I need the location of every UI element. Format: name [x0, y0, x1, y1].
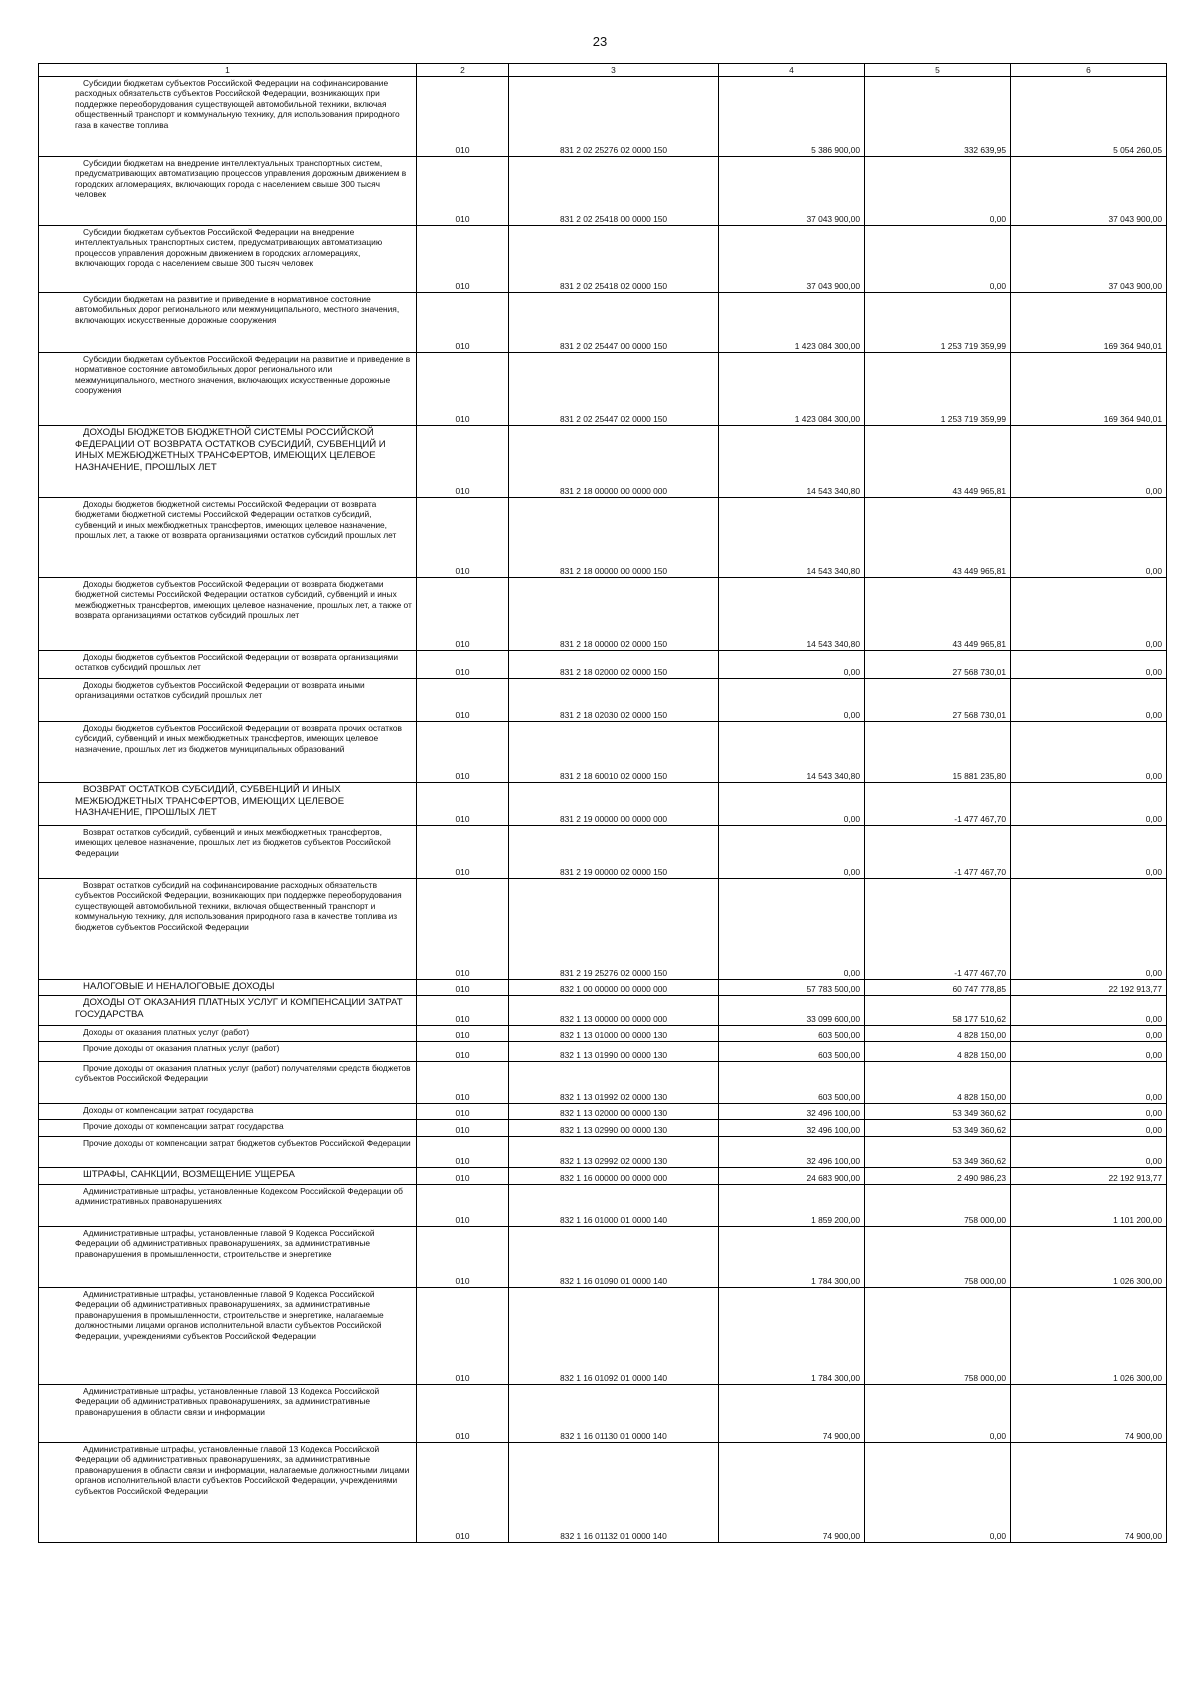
- column-header-3: 3: [509, 64, 719, 77]
- row-kbk-cell: 832 1 13 02990 00 0000 130: [509, 1120, 719, 1137]
- row-kbk-cell: 831 2 02 25276 02 0000 150: [509, 77, 719, 157]
- row-plan-cell: 37 043 900,00: [719, 226, 865, 293]
- row-name-cell: [39, 498, 417, 578]
- row-code-cell: 010: [417, 879, 509, 980]
- budget-table: [38, 63, 1167, 1543]
- row-name-cell: [39, 1168, 417, 1185]
- row-code-cell: 010: [417, 578, 509, 651]
- row-rest-cell: 0,00: [1011, 679, 1167, 722]
- row-name-cell: [39, 783, 417, 826]
- table-row: [39, 1168, 1167, 1185]
- row-name-cell: [39, 353, 417, 426]
- row-plan-cell: 603 500,00: [719, 1042, 865, 1062]
- row-name-text: Доходы бюджетов субъектов Российской Федерации от возврата бюджетами бюджетной системы Российской Федерации остатков субсидий, субвенций и иных межбюджетных трансфертов, имеющих целевое назначение, прошлых лет, а также от возврата организациями остатков субсидий прошлых лет: [75, 579, 412, 621]
- row-rest-cell: 0,00: [1011, 1137, 1167, 1168]
- row-rest-cell: 0,00: [1011, 722, 1167, 783]
- row-name-cell: [39, 426, 417, 498]
- row-name-text: Административные штрафы, установленные Кодексом Российской Федерации об административных правонарушениях: [75, 1186, 403, 1207]
- row-name-cell: [39, 722, 417, 783]
- row-rest-cell: 37 043 900,00: [1011, 157, 1167, 226]
- row-name-text: ДОХОДЫ ОТ ОКАЗАНИЯ ПЛАТНЫХ УСЛУГ И КОМПЕНСАЦИИ ЗАТРАТ ГОСУДАРСТВА: [75, 997, 403, 1020]
- column-header-5: 5: [865, 64, 1011, 77]
- row-rest-cell: 0,00: [1011, 783, 1167, 826]
- row-name-cell: [39, 1062, 417, 1104]
- row-fact-cell: 15 881 235,80: [865, 722, 1011, 783]
- row-name-cell: [39, 1227, 417, 1288]
- row-name-cell: [39, 651, 417, 679]
- row-code-cell: 010: [417, 679, 509, 722]
- row-name-text: Доходы от оказания платных услуг (работ): [83, 1027, 250, 1037]
- row-rest-cell: 169 364 940,01: [1011, 353, 1167, 426]
- row-plan-cell: 5 386 900,00: [719, 77, 865, 157]
- row-plan-cell: 1 423 084 300,00: [719, 293, 865, 353]
- row-code-cell: 010: [417, 1062, 509, 1104]
- row-name-text: Субсидии бюджетам на внедрение интеллектуальных транспортных систем, предусматривающих автоматизацию процессов управления дорожным движением в городских агломерациях, включающих города с населением свыше 300 тысяч человек: [75, 158, 407, 200]
- row-name-text: Субсидии бюджетам субъектов Российской Федерации на развитие и приведение в нормативное состояние автомобильных дорог регионального или межмуниципального, местного значения, включающих искусственные дорожные сооружения: [75, 354, 411, 396]
- row-code-cell: 010: [417, 1168, 509, 1185]
- row-name-cell: [39, 77, 417, 157]
- row-name-cell: [39, 879, 417, 980]
- row-code-cell: 010: [417, 1288, 509, 1385]
- row-rest-cell: 0,00: [1011, 1042, 1167, 1062]
- table-row: [39, 293, 1167, 353]
- row-code-cell: 010: [417, 77, 509, 157]
- row-kbk-cell: 831 2 18 02000 02 0000 150: [509, 651, 719, 679]
- row-code-cell: 010: [417, 293, 509, 353]
- row-kbk-cell: 832 1 16 00000 00 0000 000: [509, 1168, 719, 1185]
- row-rest-cell: 0,00: [1011, 996, 1167, 1026]
- row-name-text: Доходы бюджетов бюджетной системы Российской Федерации от возврата бюджетами бюджетной системы Российской Федерации остатков субсидий, субвенций и иных межбюджетных трансфертов, имеющих целевое назначение, прошлых лет, а также от возврата организациями остатков субсидий прошлых лет: [75, 499, 397, 541]
- row-fact-cell: 1 253 719 359,99: [865, 353, 1011, 426]
- table-row: [39, 1227, 1167, 1288]
- row-fact-cell: 53 349 360,62: [865, 1104, 1011, 1120]
- row-code-cell: 010: [417, 1137, 509, 1168]
- row-name-text: Прочие доходы от компенсации затрат государства: [83, 1121, 284, 1131]
- row-code-cell: 010: [417, 1227, 509, 1288]
- row-name-cell: [39, 293, 417, 353]
- row-fact-cell: 332 639,95: [865, 77, 1011, 157]
- row-rest-cell: 1 026 300,00: [1011, 1288, 1167, 1385]
- row-rest-cell: 0,00: [1011, 1062, 1167, 1104]
- column-header-4: 4: [719, 64, 865, 77]
- table-row: [39, 1185, 1167, 1227]
- table-row: [39, 826, 1167, 879]
- row-fact-cell: 0,00: [865, 1443, 1011, 1543]
- row-plan-cell: 1 784 300,00: [719, 1288, 865, 1385]
- row-kbk-cell: 831 2 18 60010 02 0000 150: [509, 722, 719, 783]
- row-fact-cell: 2 490 986,23: [865, 1168, 1011, 1185]
- row-name-text: ДОХОДЫ БЮДЖЕТОВ БЮДЖЕТНОЙ СИСТЕМЫ РОССИЙСКОЙ ФЕДЕРАЦИИ ОТ ВОЗВРАТА ОСТАТКОВ СУБСИДИЙ, СУБВЕНЦИЙ И ИНЫХ МЕЖБЮДЖЕТНЫХ ТРАНСФЕРТОВ, ИМЕЮЩИХ ЦЕЛЕВОЕ НАЗНАЧЕНИЕ, ПРОШЛЫХ ЛЕТ: [75, 427, 386, 473]
- row-kbk-cell: 831 2 02 25447 02 0000 150: [509, 353, 719, 426]
- table-row: [39, 980, 1167, 996]
- row-code-cell: 010: [417, 783, 509, 826]
- row-code-cell: 010: [417, 980, 509, 996]
- row-plan-cell: 32 496 100,00: [719, 1104, 865, 1120]
- row-kbk-cell: 831 2 18 00000 00 0000 150: [509, 498, 719, 578]
- column-header-6: 6: [1011, 64, 1167, 77]
- row-fact-cell: 43 449 965,81: [865, 426, 1011, 498]
- row-plan-cell: 14 543 340,80: [719, 722, 865, 783]
- table-row: [39, 1062, 1167, 1104]
- row-code-cell: 010: [417, 157, 509, 226]
- row-name-text: Прочие доходы от компенсации затрат бюджетов субъектов Российской Федерации: [83, 1138, 411, 1148]
- table-row: [39, 651, 1167, 679]
- row-fact-cell: 43 449 965,81: [865, 578, 1011, 651]
- table-row: [39, 498, 1167, 578]
- row-plan-cell: 14 543 340,80: [719, 498, 865, 578]
- column-header-1: 1: [39, 64, 417, 77]
- row-kbk-cell: 832 1 13 02992 02 0000 130: [509, 1137, 719, 1168]
- table-row: [39, 783, 1167, 826]
- row-kbk-cell: 831 2 02 25447 00 0000 150: [509, 293, 719, 353]
- row-name-text: Доходы бюджетов субъектов Российской Федерации от возврата иными организациями остатков субсидий прошлых лет: [75, 680, 365, 701]
- row-code-cell: 010: [417, 426, 509, 498]
- row-rest-cell: 74 900,00: [1011, 1443, 1167, 1543]
- row-code-cell: 010: [417, 1385, 509, 1443]
- table-row: [39, 226, 1167, 293]
- row-fact-cell: -1 477 467,70: [865, 879, 1011, 980]
- row-rest-cell: 22 192 913,77: [1011, 980, 1167, 996]
- table-row: [39, 1288, 1167, 1385]
- row-plan-cell: 32 496 100,00: [719, 1120, 865, 1137]
- row-code-cell: 010: [417, 1185, 509, 1227]
- row-name-text: Субсидии бюджетам субъектов Российской Федерации на софинансирование расходных обязательств субъектов Российской Федерации, возникающих при поддержке переоборудования существующей автомобильной техники, включая общественный транспорт и коммунальную технику, для использования природного газа в качестве топлива: [75, 78, 400, 130]
- row-fact-cell: 758 000,00: [865, 1288, 1011, 1385]
- row-code-cell: 010: [417, 1443, 509, 1543]
- table-row: [39, 426, 1167, 498]
- row-fact-cell: 27 568 730,01: [865, 651, 1011, 679]
- row-kbk-cell: 831 2 02 25418 02 0000 150: [509, 226, 719, 293]
- row-fact-cell: 0,00: [865, 226, 1011, 293]
- row-rest-cell: 0,00: [1011, 1026, 1167, 1042]
- row-plan-cell: 14 543 340,80: [719, 426, 865, 498]
- table-row: [39, 157, 1167, 226]
- row-code-cell: 010: [417, 996, 509, 1026]
- row-name-text: ШТРАФЫ, САНКЦИИ, ВОЗМЕЩЕНИЕ УЩЕРБА: [83, 1169, 295, 1180]
- table-row: [39, 1026, 1167, 1042]
- row-kbk-cell: 832 1 16 01090 01 0000 140: [509, 1227, 719, 1288]
- row-name-text: НАЛОГОВЫЕ И НЕНАЛОГОВЫЕ ДОХОДЫ: [83, 981, 275, 992]
- row-rest-cell: 22 192 913,77: [1011, 1168, 1167, 1185]
- row-fact-cell: 4 828 150,00: [865, 1026, 1011, 1042]
- row-plan-cell: 0,00: [719, 679, 865, 722]
- table-row: [39, 1042, 1167, 1062]
- row-code-cell: 010: [417, 1120, 509, 1137]
- table-row: [39, 578, 1167, 651]
- row-fact-cell: 58 177 510,62: [865, 996, 1011, 1026]
- table-row: [39, 1385, 1167, 1443]
- row-name-cell: [39, 578, 417, 651]
- row-plan-cell: 0,00: [719, 879, 865, 980]
- row-name-text: Доходы бюджетов субъектов Российской Федерации от возврата организациями остатков субсидий прошлых лет: [75, 652, 399, 673]
- row-kbk-cell: 831 2 02 25418 00 0000 150: [509, 157, 719, 226]
- row-name-cell: [39, 1120, 417, 1137]
- row-rest-cell: 0,00: [1011, 1104, 1167, 1120]
- table-row: [39, 77, 1167, 157]
- row-fact-cell: 0,00: [865, 1385, 1011, 1443]
- row-code-cell: 010: [417, 353, 509, 426]
- row-rest-cell: 1 101 200,00: [1011, 1185, 1167, 1227]
- table-row: [39, 1120, 1167, 1137]
- row-name-cell: [39, 1026, 417, 1042]
- row-rest-cell: 169 364 940,01: [1011, 293, 1167, 353]
- row-kbk-cell: 831 2 18 02030 02 0000 150: [509, 679, 719, 722]
- row-code-cell: 010: [417, 1104, 509, 1120]
- row-kbk-cell: 831 2 19 00000 00 0000 000: [509, 783, 719, 826]
- row-fact-cell: 758 000,00: [865, 1185, 1011, 1227]
- row-plan-cell: 0,00: [719, 651, 865, 679]
- row-fact-cell: 4 828 150,00: [865, 1062, 1011, 1104]
- row-name-cell: [39, 1137, 417, 1168]
- row-plan-cell: 1 423 084 300,00: [719, 353, 865, 426]
- row-rest-cell: 0,00: [1011, 498, 1167, 578]
- row-kbk-cell: 831 2 18 00000 00 0000 000: [509, 426, 719, 498]
- row-kbk-cell: 832 1 13 01992 02 0000 130: [509, 1062, 719, 1104]
- row-rest-cell: 0,00: [1011, 426, 1167, 498]
- table-body: [39, 77, 1167, 1543]
- row-name-cell: [39, 1104, 417, 1120]
- row-kbk-cell: 831 2 18 00000 02 0000 150: [509, 578, 719, 651]
- row-name-text: Административные штрафы, установленные главой 13 Кодекса Российской Федерации об административных правонарушениях, за административные правонарушения в области связи и информации: [75, 1386, 380, 1417]
- row-plan-cell: 603 500,00: [719, 1062, 865, 1104]
- row-name-text: Субсидии бюджетам субъектов Российской Федерации на внедрение интеллектуальных транспортных систем, предусматривающих автоматизацию процессов управления дорожным движением в городских агломерациях, включающих города с населением свыше 300 тысяч человек: [75, 227, 383, 269]
- row-kbk-cell: 832 1 13 02000 00 0000 130: [509, 1104, 719, 1120]
- row-plan-cell: 74 900,00: [719, 1385, 865, 1443]
- table-header: [39, 64, 1167, 77]
- row-name-text: Возврат остатков субсидий на софинансирование расходных обязательств субъектов Российской Федерации, возникающих при поддержке переоборудования существующей автомобильной техники, включая общественный транспорт и коммунальную технику, для использования природного газа в качестве топлива из бюджетов субъектов Российской Федерации: [75, 880, 402, 932]
- row-fact-cell: 1 253 719 359,99: [865, 293, 1011, 353]
- row-plan-cell: 0,00: [719, 826, 865, 879]
- row-kbk-cell: 831 2 19 00000 02 0000 150: [509, 826, 719, 879]
- row-kbk-cell: 832 1 13 01000 00 0000 130: [509, 1026, 719, 1042]
- table-row: [39, 1137, 1167, 1168]
- row-plan-cell: 32 496 100,00: [719, 1137, 865, 1168]
- column-header-2: 2: [417, 64, 509, 77]
- row-fact-cell: 758 000,00: [865, 1227, 1011, 1288]
- row-plan-cell: 1 784 300,00: [719, 1227, 865, 1288]
- row-fact-cell: 43 449 965,81: [865, 498, 1011, 578]
- row-name-cell: [39, 1443, 417, 1543]
- row-rest-cell: 5 054 260,05: [1011, 77, 1167, 157]
- row-plan-cell: 57 783 500,00: [719, 980, 865, 996]
- row-name-cell: [39, 1288, 417, 1385]
- table-row: [39, 353, 1167, 426]
- row-name-text: Административные штрафы, установленные главой 13 Кодекса Российской Федерации об административных правонарушениях, за административные правонарушения в области связи и информации, налагаемые должностными лицами органов исполнительной власти субъектов Российской Федерации, учреждениями субъектов Российской Федерации: [75, 1444, 410, 1496]
- table-row: [39, 879, 1167, 980]
- row-kbk-cell: 831 2 19 25276 02 0000 150: [509, 879, 719, 980]
- row-name-text: Доходы бюджетов субъектов Российской Федерации от возврата прочих остатков субсидий, субвенций и иных межбюджетных трансфертов, имеющих целевое назначение, прошлых лет из бюджетов муниципальных образований: [75, 723, 402, 754]
- row-plan-cell: 14 543 340,80: [719, 578, 865, 651]
- row-name-cell: [39, 1042, 417, 1062]
- row-name-text: Доходы от компенсации затрат государства: [83, 1105, 254, 1115]
- row-plan-cell: 24 683 900,00: [719, 1168, 865, 1185]
- row-name-text: Прочие доходы от оказания платных услуг (работ) получателями средств бюджетов субъектов Российской Федерации: [75, 1063, 411, 1084]
- row-name-text: Административные штрафы, установленные главой 9 Кодекса Российской Федерации об административных правонарушениях, за административные правонарушения в промышленности, строительстве и энергетике, налагаемые должностными лицами органов исполнительной власти субъектов Российской Федерации, учреждениями субъектов Российской Федерации: [75, 1289, 384, 1341]
- row-code-cell: 010: [417, 722, 509, 783]
- row-rest-cell: 0,00: [1011, 1120, 1167, 1137]
- table-row: [39, 679, 1167, 722]
- row-plan-cell: 1 859 200,00: [719, 1185, 865, 1227]
- row-kbk-cell: 832 1 00 00000 00 0000 000: [509, 980, 719, 996]
- row-plan-cell: 74 900,00: [719, 1443, 865, 1543]
- row-plan-cell: 603 500,00: [719, 1026, 865, 1042]
- row-rest-cell: 0,00: [1011, 578, 1167, 651]
- row-name-cell: [39, 679, 417, 722]
- row-fact-cell: 53 349 360,62: [865, 1120, 1011, 1137]
- row-code-cell: 010: [417, 651, 509, 679]
- row-code-cell: 010: [417, 1042, 509, 1062]
- row-name-cell: [39, 996, 417, 1026]
- row-fact-cell: 27 568 730,01: [865, 679, 1011, 722]
- row-kbk-cell: 832 1 13 00000 00 0000 000: [509, 996, 719, 1026]
- row-code-cell: 010: [417, 1026, 509, 1042]
- row-kbk-cell: 832 1 16 01130 01 0000 140: [509, 1385, 719, 1443]
- row-name-cell: [39, 980, 417, 996]
- row-rest-cell: 37 043 900,00: [1011, 226, 1167, 293]
- row-name-text: ВОЗВРАТ ОСТАТКОВ СУБСИДИЙ, СУБВЕНЦИЙ И ИНЫХ МЕЖБЮДЖЕТНЫХ ТРАНСФЕРТОВ, ИМЕЮЩИХ ЦЕЛЕВОЕ НАЗНАЧЕНИЕ, ПРОШЛЫХ ЛЕТ: [75, 784, 345, 819]
- row-name-cell: [39, 1185, 417, 1227]
- row-name-text: Возврат остатков субсидий, субвенций и иных межбюджетных трансфертов, имеющих целевое назначение, прошлых лет из бюджетов субъектов Российской Федерации: [75, 827, 391, 858]
- page-number: 23: [592, 34, 608, 49]
- row-fact-cell: -1 477 467,70: [865, 783, 1011, 826]
- row-code-cell: 010: [417, 498, 509, 578]
- table-row: [39, 1443, 1167, 1543]
- row-name-text: Субсидии бюджетам на развитие и приведение в нормативное состояние автомобильных дорог регионального или межмуниципального, местного значения, включающих искусственные дорожные сооружения: [75, 294, 400, 325]
- table-row: [39, 996, 1167, 1026]
- row-plan-cell: 33 099 600,00: [719, 996, 865, 1026]
- row-code-cell: 010: [417, 826, 509, 879]
- row-plan-cell: 0,00: [719, 783, 865, 826]
- table-row: [39, 1104, 1167, 1120]
- row-fact-cell: 0,00: [865, 157, 1011, 226]
- row-plan-cell: 37 043 900,00: [719, 157, 865, 226]
- row-fact-cell: -1 477 467,70: [865, 826, 1011, 879]
- row-rest-cell: 1 026 300,00: [1011, 1227, 1167, 1288]
- row-name-text: Прочие доходы от оказания платных услуг (работ): [83, 1043, 280, 1053]
- header-row: [39, 64, 1167, 77]
- row-name-cell: [39, 226, 417, 293]
- row-name-text: Административные штрафы, установленные главой 9 Кодекса Российской Федерации об административных правонарушениях, за административные правонарушения в промышленности, строительстве и энергетике: [75, 1228, 375, 1259]
- row-rest-cell: 0,00: [1011, 826, 1167, 879]
- row-rest-cell: 0,00: [1011, 651, 1167, 679]
- row-kbk-cell: 832 1 16 01132 01 0000 140: [509, 1443, 719, 1543]
- row-name-cell: [39, 1385, 417, 1443]
- row-rest-cell: 74 900,00: [1011, 1385, 1167, 1443]
- row-fact-cell: 4 828 150,00: [865, 1042, 1011, 1062]
- row-code-cell: 010: [417, 226, 509, 293]
- row-fact-cell: 60 747 778,85: [865, 980, 1011, 996]
- row-name-cell: [39, 826, 417, 879]
- row-name-cell: [39, 157, 417, 226]
- row-kbk-cell: 832 1 16 01000 01 0000 140: [509, 1185, 719, 1227]
- row-rest-cell: 0,00: [1011, 879, 1167, 980]
- table-row: [39, 722, 1167, 783]
- row-kbk-cell: 832 1 13 01990 00 0000 130: [509, 1042, 719, 1062]
- row-kbk-cell: 832 1 16 01092 01 0000 140: [509, 1288, 719, 1385]
- row-fact-cell: 53 349 360,62: [865, 1137, 1011, 1168]
